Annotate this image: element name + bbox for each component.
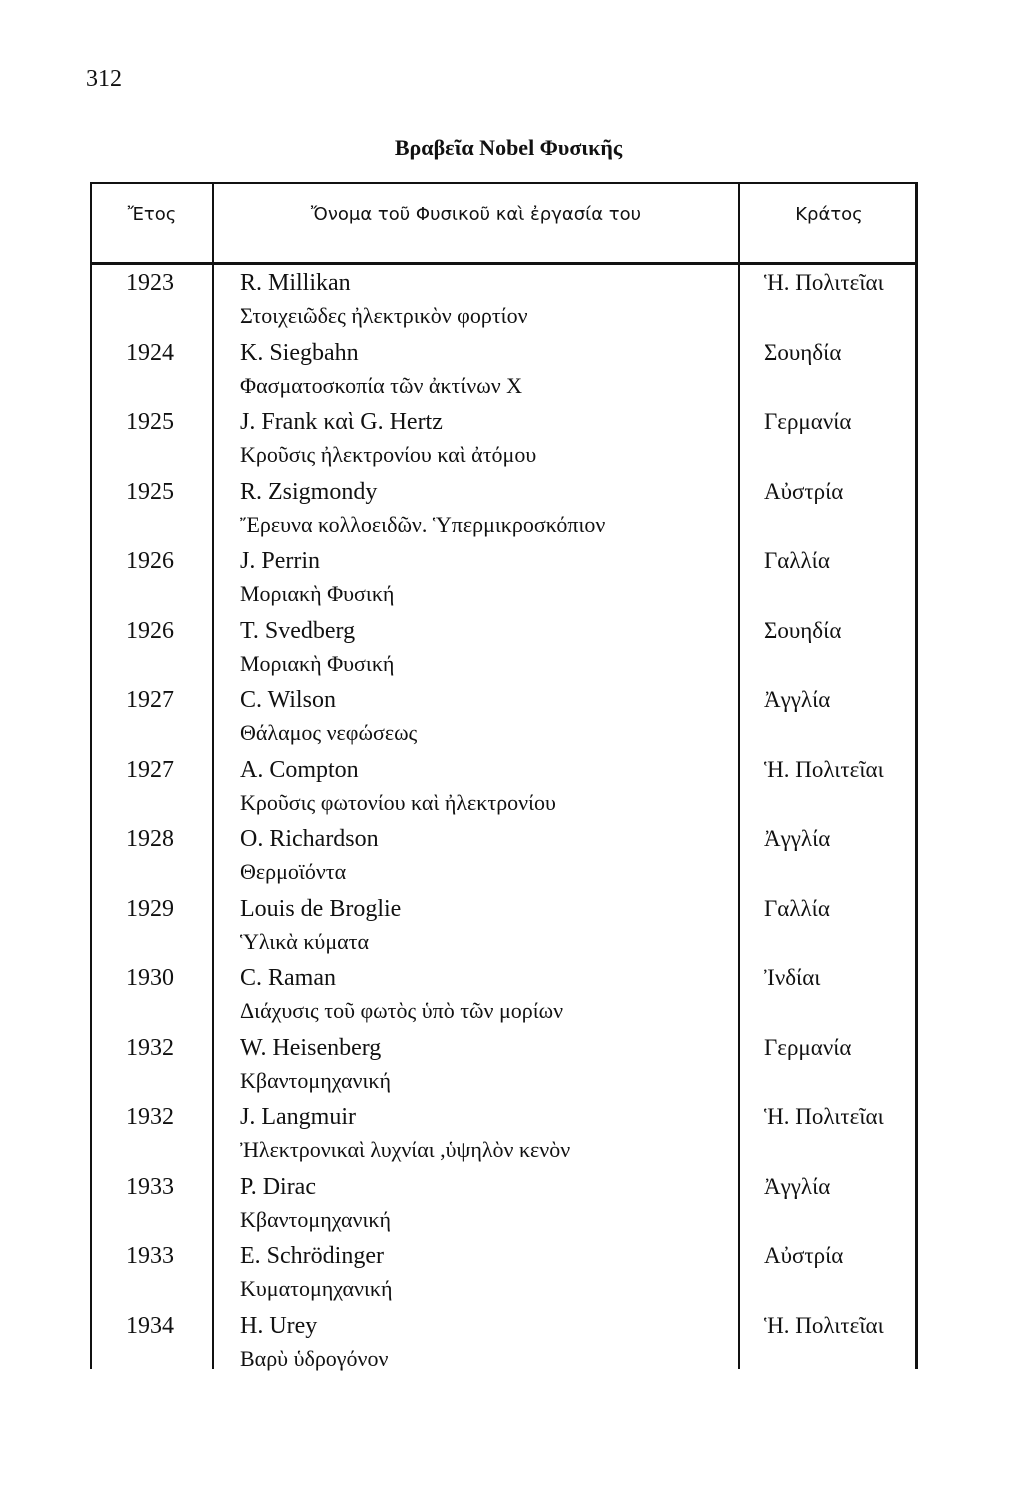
row-country: Γερμανία [764,1034,852,1060]
row-year: 1926 [126,548,174,574]
row-year: 1929 [126,895,174,922]
page-number: 312 [86,66,122,92]
row-country: Σουηδία [764,617,842,643]
row-work: Ἔρευνα κολλοειδῶν. Ὑπερμικροσκόπιον [240,511,606,537]
table-row [90,1096,918,1166]
row-work: Βαρὺ ὑδρογόνον [240,1345,389,1371]
row-country: Ἡ. Πολιτεῖαι [764,756,884,782]
row-work: Μοριακὴ Φυσική [240,581,395,606]
row-name: R. Millikan [240,270,351,296]
row-work: Θερμοϊόντα [240,859,347,884]
table-title: Βραβεῖα Nobel Φυσικῆς [394,135,623,160]
row-work: Κροῦσις ἠλεκτρονίου καὶ ἀτόμου [240,442,537,467]
table-row [90,262,918,332]
row-country: Αὐστρία [764,1243,844,1268]
row-name: E. Schrödinger [240,1243,384,1269]
row-year: 1925 [126,409,174,435]
row-year: 1925 [126,478,174,505]
row-country: Γαλλία [764,895,830,921]
row-year: 1924 [126,339,174,366]
table-row [90,1166,918,1236]
row-year: 1930 [126,965,174,991]
table-row [90,957,918,1027]
row-work: Μοριακὴ Φυσική [240,650,395,676]
row-work: Κβαντομηχανική [240,1206,391,1232]
row-country: Αὐστρία [764,478,844,504]
row-year: 1923 [126,270,174,296]
row-work: Θάλαμος νεφώσεως [240,720,418,745]
row-country: Ἰνδίαι [764,965,821,990]
row-year: 1927 [126,756,174,783]
row-country: Ἡ. Πολιτεῖαι [764,1312,884,1338]
row-year: 1932 [126,1034,174,1061]
table-row [90,888,918,958]
row-work: Ὑλικὰ κύματα [240,928,370,954]
table-row [90,471,918,541]
table-row [90,540,918,610]
row-year: 1934 [126,1312,174,1339]
row-name: C. Wilson [240,687,336,713]
row-name: K. Siegbahn [240,339,359,366]
row-name: R. Zsigmondy [240,478,378,505]
row-name: A. Compton [240,756,359,783]
row-country: Ἡ. Πολιτεῖαι [764,1104,884,1129]
row-work: Φασματοσκοπία τῶν ἀκτίνων X [240,372,523,398]
row-work: Κυματομηχανική [240,1276,393,1301]
row-name: H. Urey [240,1312,318,1339]
table-row [90,401,918,471]
row-work: Κροῦσις φωτονίου καὶ ἠλεκτρονίου [240,789,556,815]
row-country: Σουηδία [764,339,842,365]
row-year: 1928 [126,826,174,852]
row-name: J. Perrin [240,548,320,574]
row-name: T. Svedberg [240,617,356,644]
table-row [90,1027,918,1097]
row-year: 1932 [126,1104,174,1130]
table-row [90,749,918,819]
row-name: J. Frank καὶ G. Hertz [240,409,443,435]
row-country: Ἀγγλία [764,826,831,851]
row-work: Κβαντομηχανική [240,1067,391,1093]
row-country: Γερμανία [764,409,852,434]
row-name: Louis de Broglie [240,895,402,922]
row-country: Ἀγγλία [764,1173,831,1199]
table-row [90,1305,918,1375]
table-row [90,679,918,749]
header-name: Ὄνομα τοῦ Φυσικοῦ καὶ ἐργασία του [310,204,642,225]
row-name: C. Raman [240,965,336,991]
row-year: 1926 [126,617,174,644]
row-name: P. Dirac [240,1173,316,1200]
table-row [90,1235,918,1305]
row-year: 1933 [126,1173,174,1200]
row-country: Ἡ. Πολιτεῖαι [764,270,884,295]
table-row [90,610,918,680]
row-name: O. Richardson [240,826,379,852]
row-year: 1933 [126,1243,174,1269]
row-work: Στοιχειῶδες ἠλεκτρικὸν φορτίον [240,303,528,328]
row-name: J. Langmuir [240,1104,356,1130]
row-work: Ἠλεκτρονικαὶ λυχνίαι ,ὑψηλὸν κενὸν [240,1137,571,1162]
row-country: Ἀγγλία [764,687,831,712]
row-country: Γαλλία [764,548,830,573]
table-row [90,818,918,888]
header-country: Κράτος [795,204,863,225]
header-year: Ἔτος [127,204,177,225]
row-work: Διάχυσις τοῦ φωτὸς ὑπὸ τῶν μορίων [240,998,564,1023]
table-body [90,262,918,1374]
table-row [90,332,918,402]
row-name: W. Heisenberg [240,1034,382,1061]
row-year: 1927 [126,687,174,713]
